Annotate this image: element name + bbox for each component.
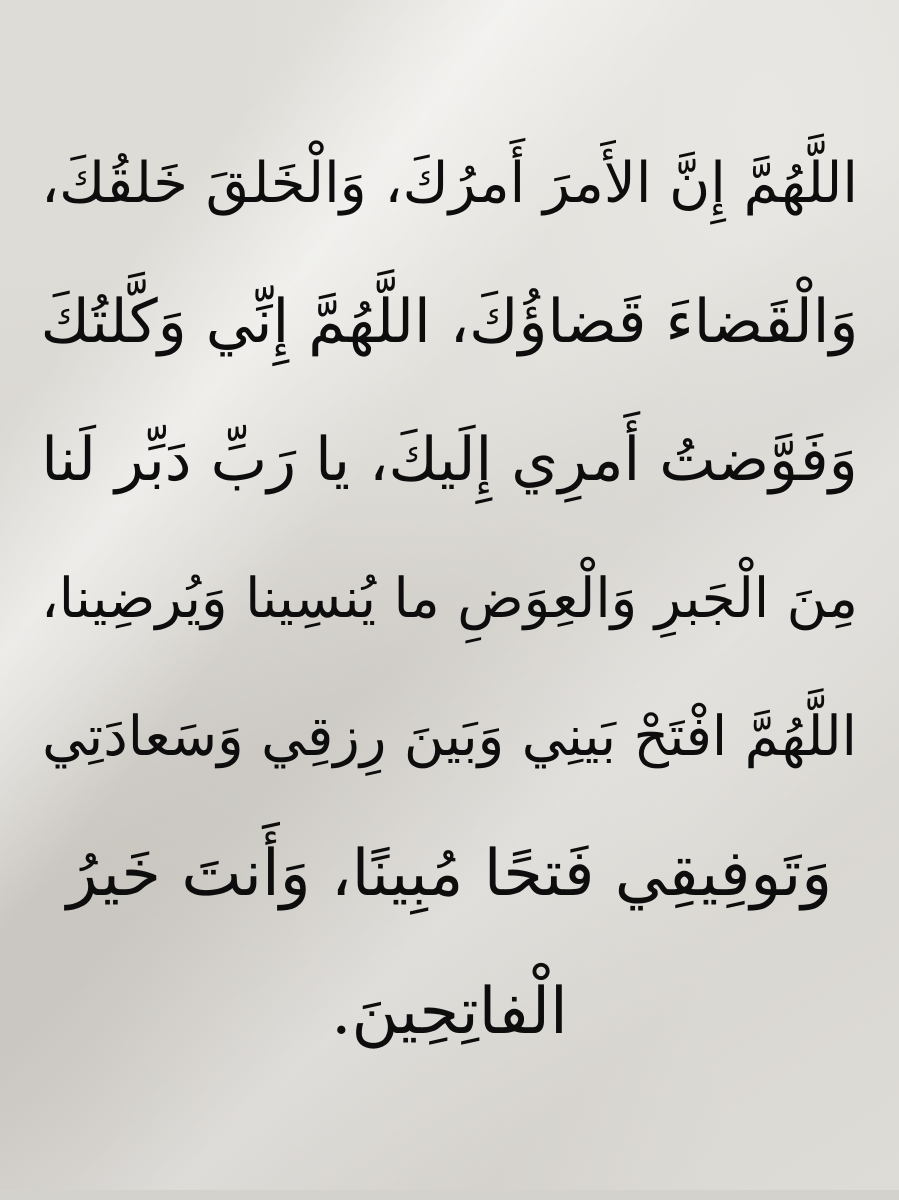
prayer-line-1: اللَّهُمَّ إِنَّ الأَمرَ أَمرُكَ، وَالْخَلقَ خَلقُكَ، [41, 151, 858, 216]
bottom-edge [0, 1190, 899, 1200]
prayer-text [40, 115, 859, 1081]
prayer-line-3: وَفَوَّضتُ أَمرِي إِلَيكَ، يا رَبِّ دَبِّر لَنا [41, 425, 858, 495]
prayer-line-4: مِنَ الْجَبرِ وَالْعِوَضِ ما يُنسِينا وَيُرضِينا، [40, 566, 859, 630]
prayer-line-7: الْفاتِحِينَ. [331, 975, 568, 1049]
prayer-line-2: وَالْقَضاءَ قَضاؤُكَ، اللَّهُمَّ إِنِّي وَكَّلتُكَ [40, 287, 859, 357]
prayer-line-6: وَتَوفِيقِي فَتحًا مُبِينًا، وَأَنتَ خَيرُ [66, 837, 833, 911]
prayer-line-5: اللَّهُمَّ افْتَحْ بَينِي وَبَينَ رِزقِي وَسَعادَتِي [42, 704, 857, 768]
